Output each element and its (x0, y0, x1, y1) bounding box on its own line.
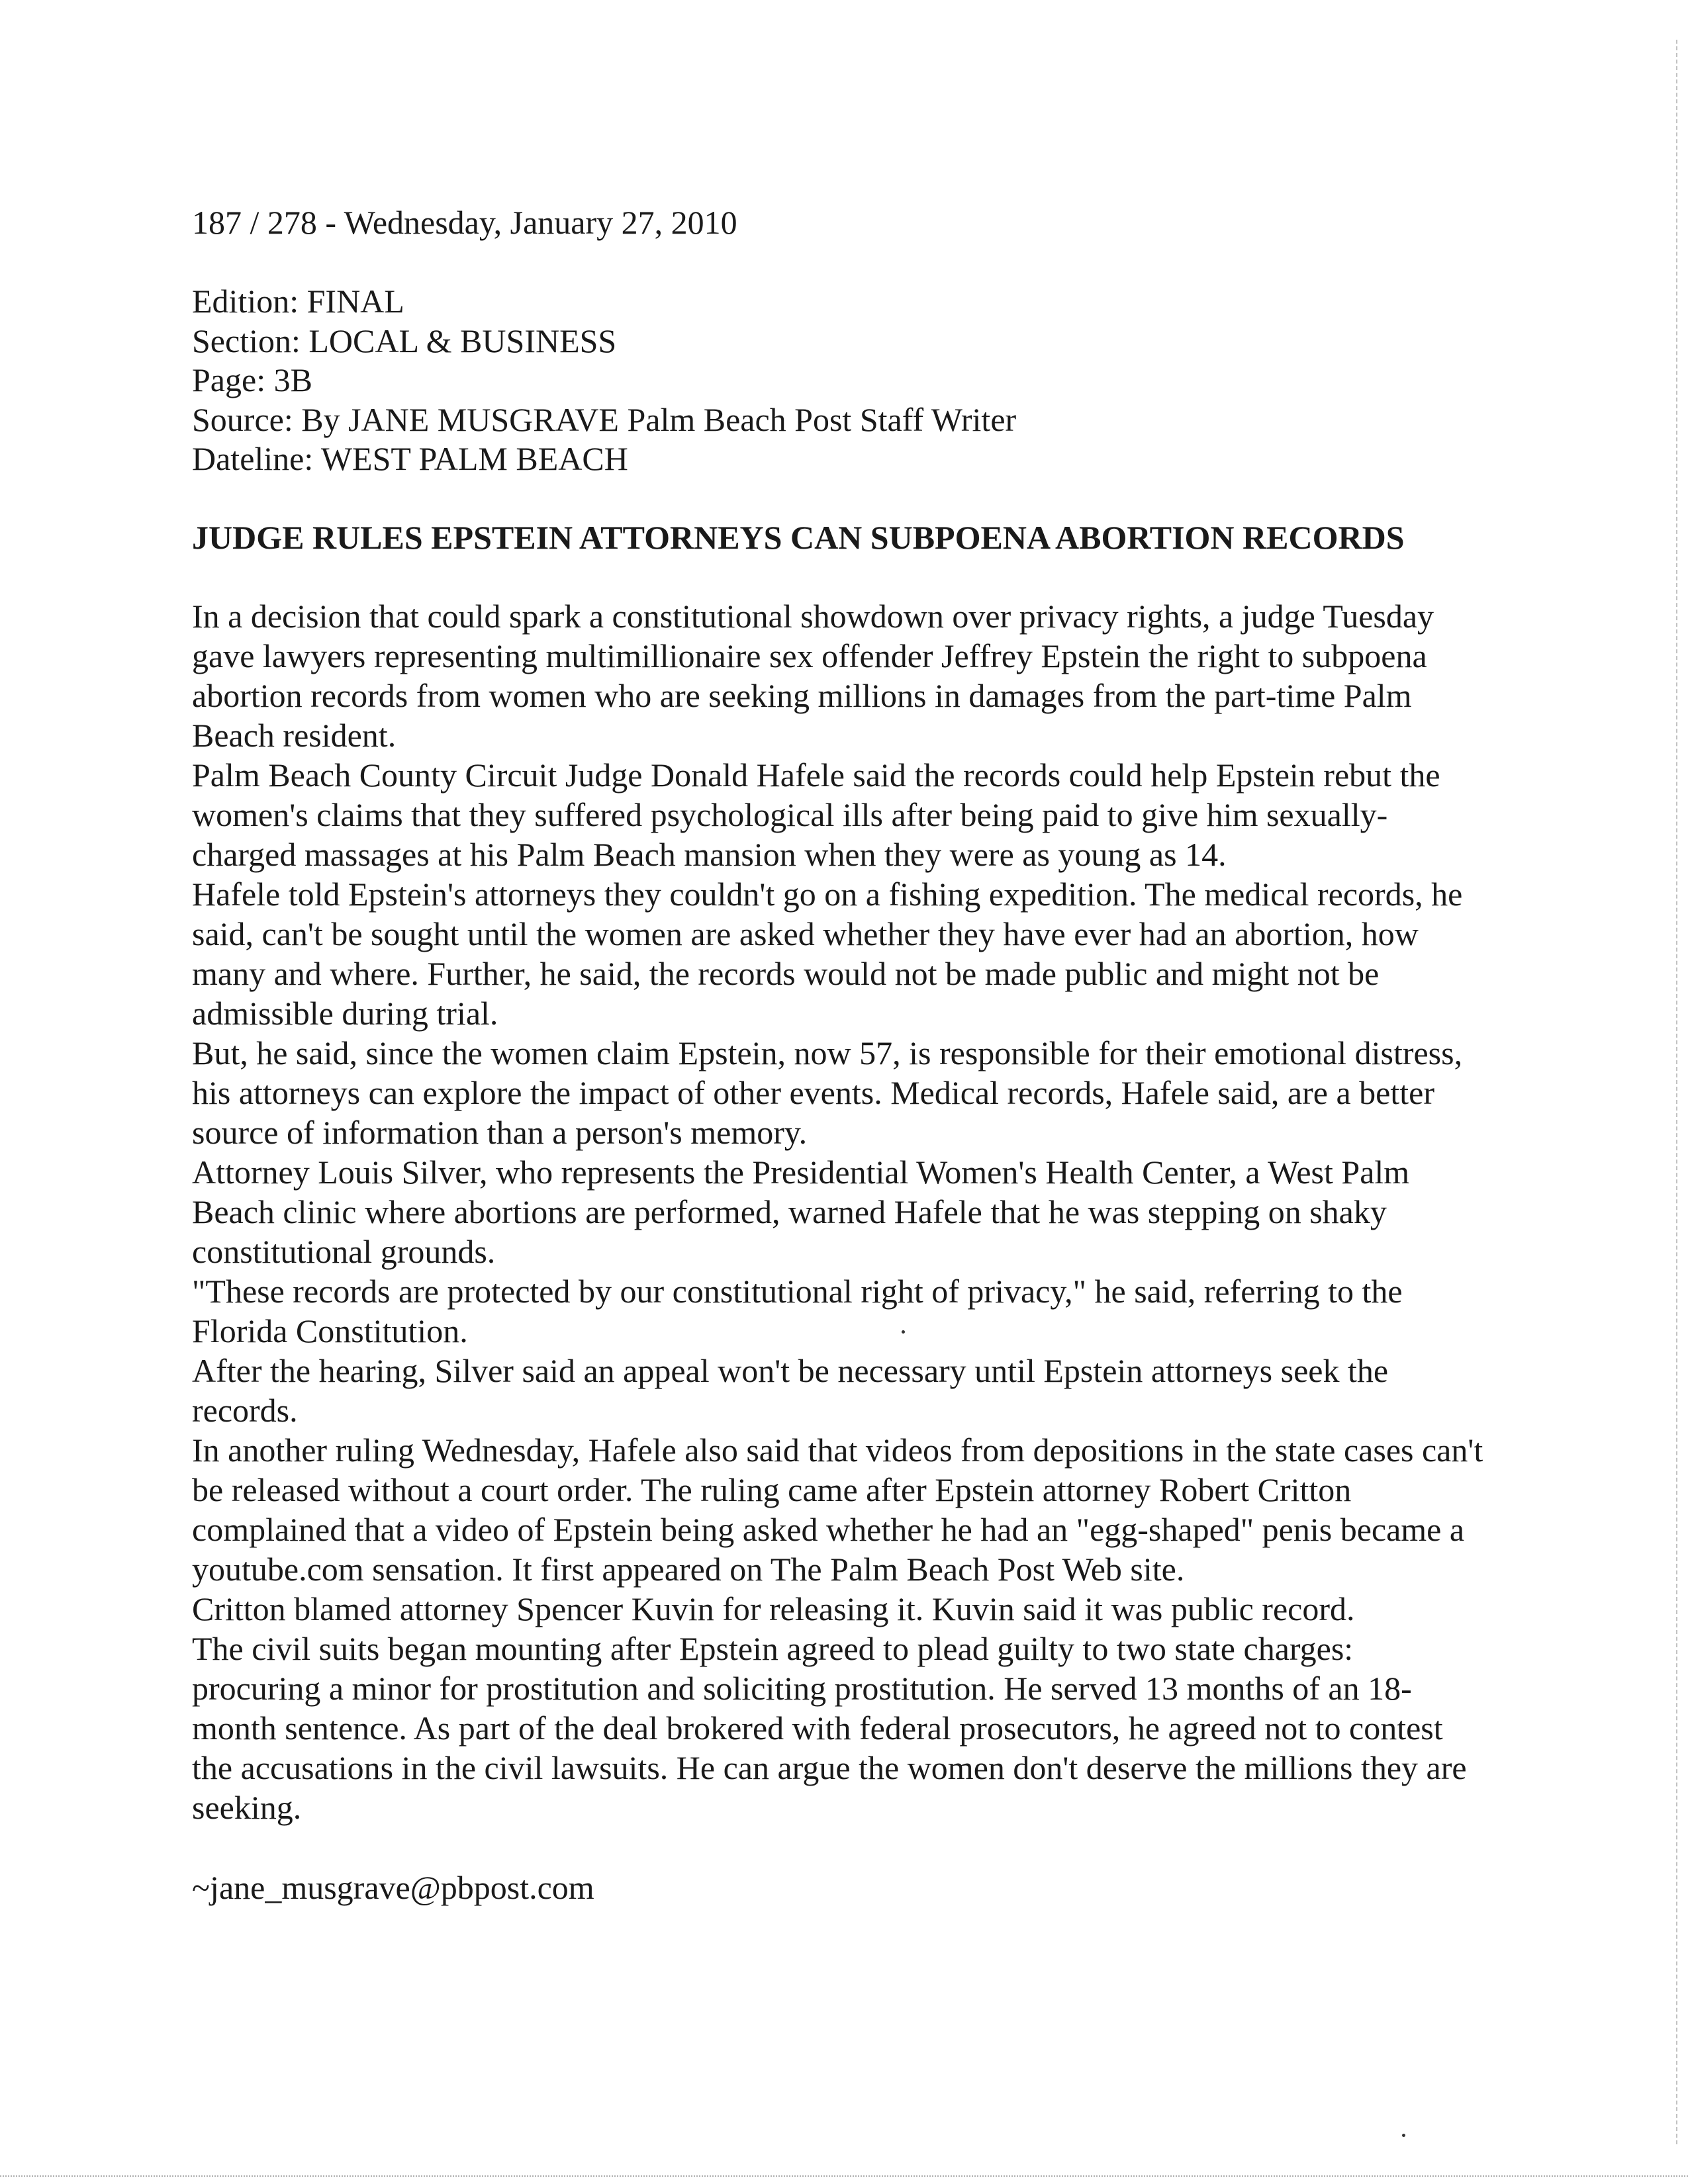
article-body (192, 596, 1489, 1827)
paragraph: Palm Beach County Circuit Judge Donald Hafele said the records could help Epstein rebut the women's claims that they suffered psychological ills after being paid to give him sexually-charged massages at his Palm Beach mansion when they were as young as 14. (192, 756, 1440, 873)
source-line: Source: By JANE MUSGRAVE Palm Beach Post Staff Writer (192, 400, 1017, 438)
page-line: Page: 3B (192, 361, 312, 398)
scan-speck (902, 1330, 905, 1334)
paragraph: In a decision that could spark a constitutional showdown over privacy rights, a judge Tuesday gave lawyers representing multimillionaire sex offender Jeffrey Epstein the right to subpoena abortion records from women who are seeking millions in damages from the part-time Palm Beach resident. (192, 598, 1434, 754)
paragraph: "These records are protected by our constitutional right of privacy," he said, referring to the Florida Constitution. (192, 1273, 1403, 1349)
author-email: ~jane_musgrave@pbpost.com (192, 1869, 594, 1906)
record-header: 187 / 278 - Wednesday, January 27, 2010 (192, 204, 737, 241)
edition-line: Edition: FINAL (192, 283, 404, 320)
paragraph: Attorney Louis Silver, who represents the Presidential Women's Health Center, a West Palm Beach clinic where abortions are performed, warned Hafele that he was stepping on shaky constitutional grounds. (192, 1154, 1410, 1270)
scan-edge-bottom (0, 2175, 1688, 2177)
article-headline: JUDGE RULES EPSTEIN ATTORNEYS CAN SUBPOENA ABORTION RECORDS (192, 519, 1405, 556)
paragraph: The civil suits began mounting after Epstein agreed to plead guilty to two state charges: procuring a minor for prostitution and soliciting prostitution. He served 13 months of an 18-month sentence. As part of the deal brokered with federal prosecutors, he agreed not to contest the accusations in the civil lawsuits. He can argue the women don't deserve the millions they are seeking. (192, 1630, 1467, 1826)
paragraph: Critton blamed attorney Spencer Kuvin for releasing it. Kuvin said it was public record. (192, 1590, 1355, 1627)
paragraph: After the hearing, Silver said an appeal won't be necessary until Epstein attorneys seek the records. (192, 1352, 1389, 1429)
paragraph: Hafele told Epstein's attorneys they couldn't go on a fishing expedition. The medical records, he said, can't be sought until the women are asked whether they have ever had an abortion, how many and where. Further, he said, the records would not be made public and might not be admissible during trial. (192, 876, 1463, 1032)
paragraph: In another ruling Wednesday, Hafele also said that videos from depositions in the state cases can't be released without a court order. The ruling came after Epstein attorney Robert Critton complained that a video of Epstein being asked whether he had an "egg-shaped" penis became a youtube.com sensation. It first appeared on The Palm Beach Post Web site. (192, 1432, 1483, 1588)
section-line: Section: LOCAL & BUSINESS (192, 322, 617, 359)
article-metadata (192, 282, 1016, 479)
scan-edge-right (1676, 40, 1677, 2144)
paragraph: But, he said, since the women claim Epstein, now 57, is responsible for their emotional distress, his attorneys can explore the impact of other events. Medical records, Hafele said, are a better source of information than a person's memory. (192, 1034, 1463, 1151)
scan-speck (1402, 2134, 1405, 2137)
dateline-line: Dateline: WEST PALM BEACH (192, 440, 628, 477)
